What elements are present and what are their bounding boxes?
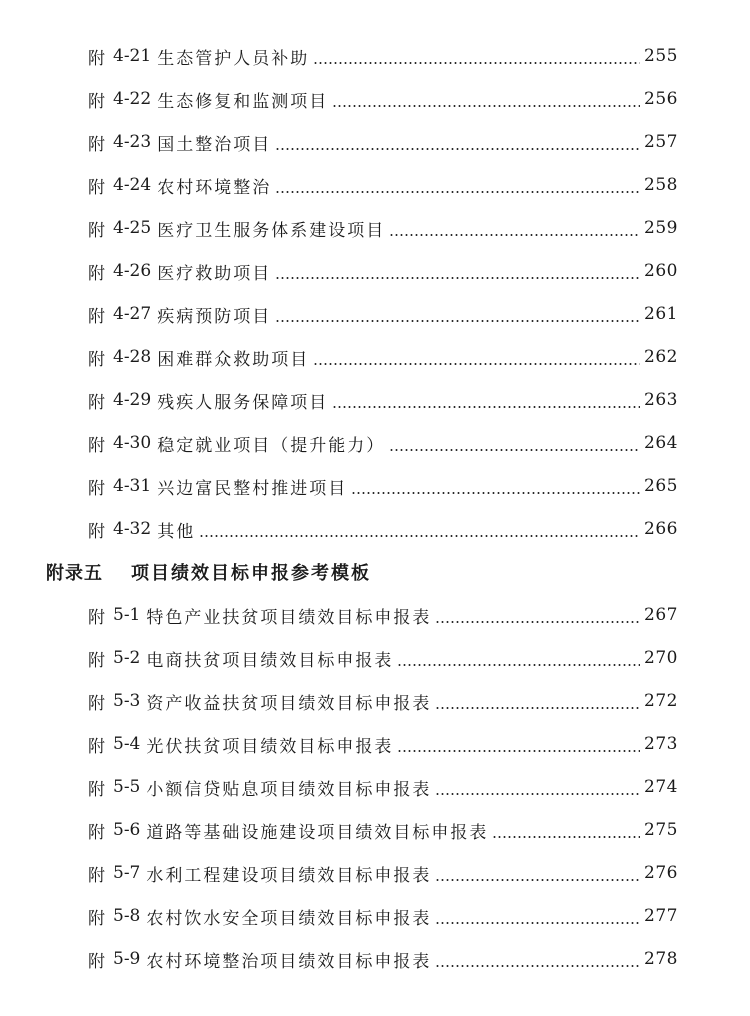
toc-entry[interactable] [88, 815, 678, 845]
entry-page-number: 259 [644, 218, 678, 238]
toc-entry[interactable] [88, 127, 678, 157]
entry-prefix: 附 [88, 650, 105, 671]
entry-page-number: 258 [644, 175, 678, 195]
dot-leader [275, 191, 640, 193]
entry-title: 医疗救助项目 [157, 263, 272, 284]
appendix-heading[interactable] [46, 557, 646, 587]
entry-prefix: 附 [88, 392, 105, 413]
entry-number: 5-2 [113, 648, 141, 668]
toc-entry[interactable] [88, 772, 678, 802]
toc-entry[interactable] [88, 514, 678, 544]
entry-title: 光伏扶贫项目绩效目标申报表 [146, 736, 394, 757]
entry-title: 困难群众救助项目 [157, 349, 310, 370]
entry-number: 4-26 [113, 261, 152, 281]
entry-title: 资产收益扶贫项目绩效目标申报表 [146, 693, 432, 714]
entry-title: 水利工程建设项目绩效目标申报表 [146, 865, 432, 886]
appendix-title: 项目绩效目标申报参考模板 [131, 563, 371, 584]
entry-page-number: 272 [644, 691, 678, 711]
dot-leader [275, 320, 640, 322]
entry-number: 4-21 [113, 46, 152, 66]
entry-number: 4-22 [113, 89, 152, 109]
toc-entry[interactable] [88, 600, 678, 630]
entry-title: 农村环境整治项目绩效目标申报表 [146, 951, 432, 972]
entry-number: 4-32 [113, 519, 152, 539]
entry-page-number: 257 [644, 132, 678, 152]
dot-leader [435, 621, 640, 623]
toc-entry[interactable] [88, 729, 678, 759]
entry-title: 疾病预防项目 [157, 306, 272, 327]
entry-page-number: 256 [644, 89, 678, 109]
entry-page-number: 278 [644, 949, 678, 969]
entry-number: 5-7 [113, 863, 141, 883]
dot-leader [435, 879, 640, 881]
entry-page-number: 255 [644, 46, 678, 66]
toc-entry[interactable] [88, 170, 678, 200]
dot-leader [397, 750, 640, 752]
dot-leader [435, 965, 640, 967]
toc-entry[interactable] [88, 944, 678, 974]
entry-title: 生态管护人员补助 [157, 48, 310, 69]
entry-number: 5-1 [113, 605, 141, 625]
dot-leader [397, 664, 640, 666]
toc-entry[interactable] [88, 84, 678, 114]
toc-entry[interactable] [88, 299, 678, 329]
entry-prefix: 附 [88, 693, 105, 714]
dot-leader [313, 62, 640, 64]
entry-prefix: 附 [88, 478, 105, 499]
toc-entry[interactable] [88, 428, 678, 458]
entry-page-number: 260 [644, 261, 678, 281]
entry-number: 5-6 [113, 820, 141, 840]
entry-title: 医疗卫生服务体系建设项目 [157, 220, 386, 241]
entry-page-number: 265 [644, 476, 678, 496]
entry-prefix: 附 [88, 822, 105, 843]
toc-entry[interactable] [88, 342, 678, 372]
entry-number: 5-9 [113, 949, 141, 969]
entry-prefix: 附 [88, 736, 105, 757]
entry-page-number: 277 [644, 906, 678, 926]
entry-prefix: 附 [88, 48, 105, 69]
entry-prefix: 附 [88, 220, 105, 241]
dot-leader [435, 922, 640, 924]
entry-page-number: 267 [644, 605, 678, 625]
toc-entry[interactable] [88, 471, 678, 501]
entry-page-number: 262 [644, 347, 678, 367]
entry-page-number: 263 [644, 390, 678, 410]
entry-title: 电商扶贫项目绩效目标申报表 [146, 650, 394, 671]
entry-prefix: 附 [88, 349, 105, 370]
entry-prefix: 附 [88, 435, 105, 456]
entry-title: 农村环境整治 [157, 177, 272, 198]
dot-leader [275, 148, 640, 150]
entry-prefix: 附 [88, 177, 105, 198]
entry-title: 生态修复和监测项目 [157, 91, 329, 112]
toc-entry[interactable] [88, 901, 678, 931]
entry-number: 4-31 [113, 476, 152, 496]
entry-page-number: 275 [644, 820, 678, 840]
entry-title: 残疾人服务保障项目 [157, 392, 329, 413]
entry-prefix: 附 [88, 865, 105, 886]
entry-page-number: 261 [644, 304, 678, 324]
toc-entry[interactable] [88, 858, 678, 888]
dot-leader [199, 535, 640, 537]
entry-number: 5-3 [113, 691, 141, 711]
entry-number: 4-28 [113, 347, 152, 367]
entry-title: 兴边富民整村推进项目 [157, 478, 348, 499]
entry-prefix: 附 [88, 951, 105, 972]
entry-prefix: 附 [88, 908, 105, 929]
entry-title: 特色产业扶贫项目绩效目标申报表 [146, 607, 432, 628]
entry-number: 4-24 [113, 175, 152, 195]
entry-number: 4-27 [113, 304, 152, 324]
entry-title: 小额信贷贴息项目绩效目标申报表 [146, 779, 432, 800]
entry-number: 5-4 [113, 734, 141, 754]
toc-entry[interactable] [88, 643, 678, 673]
entry-prefix: 附 [88, 306, 105, 327]
entry-title: 道路等基础设施建设项目绩效目标申报表 [146, 822, 489, 843]
toc-entry[interactable] [88, 686, 678, 716]
entry-prefix: 附 [88, 91, 105, 112]
entry-prefix: 附 [88, 263, 105, 284]
dot-leader [351, 492, 640, 494]
entry-page-number: 264 [644, 433, 678, 453]
toc-entry[interactable] [88, 385, 678, 415]
entry-prefix: 附 [88, 779, 105, 800]
entry-title: 其他 [157, 521, 196, 542]
dot-leader [435, 793, 640, 795]
entry-prefix: 附 [88, 134, 105, 155]
appendix-label: 附录五 [46, 563, 103, 584]
dot-leader [313, 363, 640, 365]
toc-entry[interactable] [88, 213, 678, 243]
dot-leader [275, 277, 640, 279]
dot-leader [332, 406, 640, 408]
entry-page-number: 276 [644, 863, 678, 883]
entry-title: 国土整治项目 [157, 134, 272, 155]
entry-number: 4-29 [113, 390, 152, 410]
entry-number: 4-23 [113, 132, 152, 152]
entry-number: 5-8 [113, 906, 141, 926]
entry-page-number: 273 [644, 734, 678, 754]
entry-number: 5-5 [113, 777, 141, 797]
entry-prefix: 附 [88, 521, 105, 542]
entry-page-number: 274 [644, 777, 678, 797]
dot-leader [435, 707, 640, 709]
dot-leader [332, 105, 640, 107]
entry-prefix: 附 [88, 607, 105, 628]
entry-page-number: 266 [644, 519, 678, 539]
entry-title: 稳定就业项目（提升能力） [157, 435, 386, 456]
dot-leader [389, 234, 640, 236]
toc-entry[interactable] [88, 41, 678, 71]
entry-title: 农村饮水安全项目绩效目标申报表 [146, 908, 432, 929]
entry-page-number: 270 [644, 648, 678, 668]
entry-number: 4-25 [113, 218, 152, 238]
entry-number: 4-30 [113, 433, 152, 453]
toc-entry[interactable] [88, 256, 678, 286]
dot-leader [389, 449, 640, 451]
dot-leader [492, 836, 640, 838]
